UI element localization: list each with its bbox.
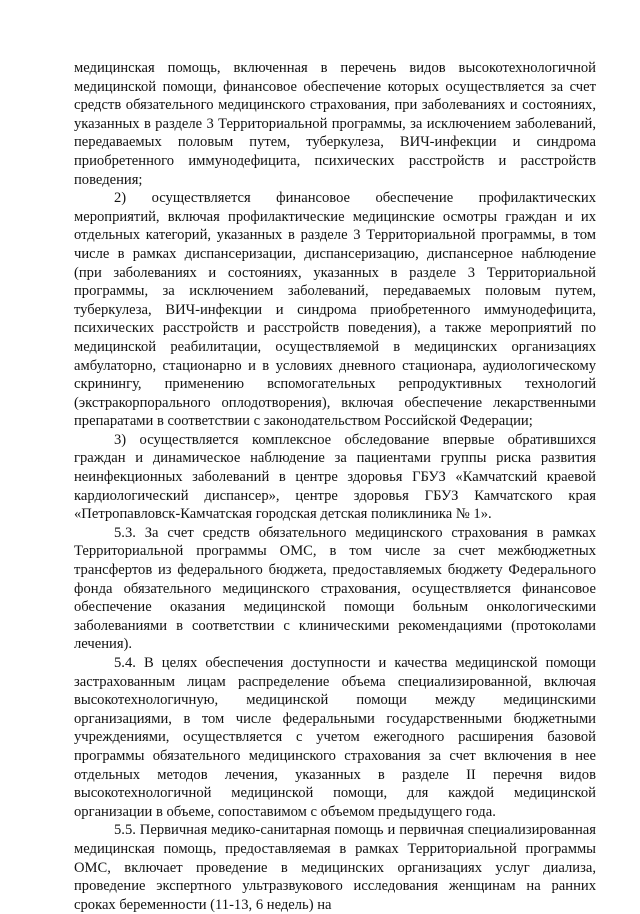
- paragraph-continuation: медицинская помощь, включенная в перечень видов высокотехнологичной медицинской помощи, финансовое обеспечение которых осуществляется за счет средств обязательного медицинского страхования, при заболеваниях и состояниях, указанных в разделе 3 Территориальной программы, за исключением заболеваний, передаваемых половым путем, туберкулеза, ВИЧ-инфекции и синдрома приобретенного иммунодефицита, психических расстройств и расстройств поведения;: [74, 60, 596, 188]
- document-page: [74, 59, 596, 914]
- paragraph-5-5: 5.5. Первичная медико-санитарная помощь и первичная специализированная медицинская помощь, предоставляемая в рамках Территориальной программы ОМС, включает проведение в медицинских организациях услуг диализа, проведение экспертного ультразвукового исследования женщинам на ранних сроках беременности (11-13, 6 недель) на: [74, 822, 596, 913]
- paragraph-5-4: 5.4. В целях обеспечения доступности и качества медицинской помощи застрахованным лицам распределение объема специализированной, включая высокотехнологичную, медицинской помощи между медицинскими организациями, в том числе федеральными государственными бюджетными учреждениями, осуществляется с учетом ежегодного расширения базовой программы обязательного медицинского страхования за счет включения в нее отдельных методов лечения, указанных в разделе II перечня видов высокотехнологичной медицинской помощи, для каждой медицинской организации в объеме, сопоставимом с объемом предыдущего года.: [74, 655, 596, 820]
- paragraph-item-2: 2) осуществляется финансовое обеспечение профилактических мероприятий, включая профилактические медицинские осмотры граждан и их отдельных категорий, указанных в разделе 3 Территориальной программы, в том числе в рамках диспансеризации, диспансеризацию, диспансерное наблюдение (при заболеваниях и состояниях, указанных в разделе 3 Территориальной программы, за исключением заболеваний, передаваемых половым путем, туберкулеза, ВИЧ-инфекции и синдрома приобретенного иммунодефицита, психических расстройств и расстройств поведения), а также мероприятий по медицинской реабилитации, осуществляемой в медицинских организациях амбулаторно, стационарно и в условиях дневного стационара, аудиологическому скринингу, применению вспомогательных репродуктивных технологий (экстракорпорального оплодотворения), включая обеспечение лекарственными препаратами в соответствии с законодательством Российской Федерации;: [74, 190, 596, 430]
- paragraph-item-3: 3) осуществляется комплексное обследование впервые обратившихся граждан и динамическое наблюдение за пациентами группы риска развития неинфекционных заболеваний в центре здоровья ГБУЗ «Камчатский краевой кардиологический диспансер», центре здоровья ГБУЗ Камчатского края «Петропавловск-Камчатская городская детская поликлиника № 1».: [74, 431, 596, 523]
- paragraph-5-3: 5.3. За счет средств обязательного медицинского страхования в рамках Территориальной программы ОМС, в том числе за счет межбюджетных трансфертов из федерального бюджета, предоставляемых бюджету Федерального фонда обязательного медицинского страхования, осуществляется финансовое обеспечение оказания медицинской помощи больным онкологическими заболеваниями в соответствии с клиническими рекомендациями (протоколами лечения).: [74, 524, 596, 653]
